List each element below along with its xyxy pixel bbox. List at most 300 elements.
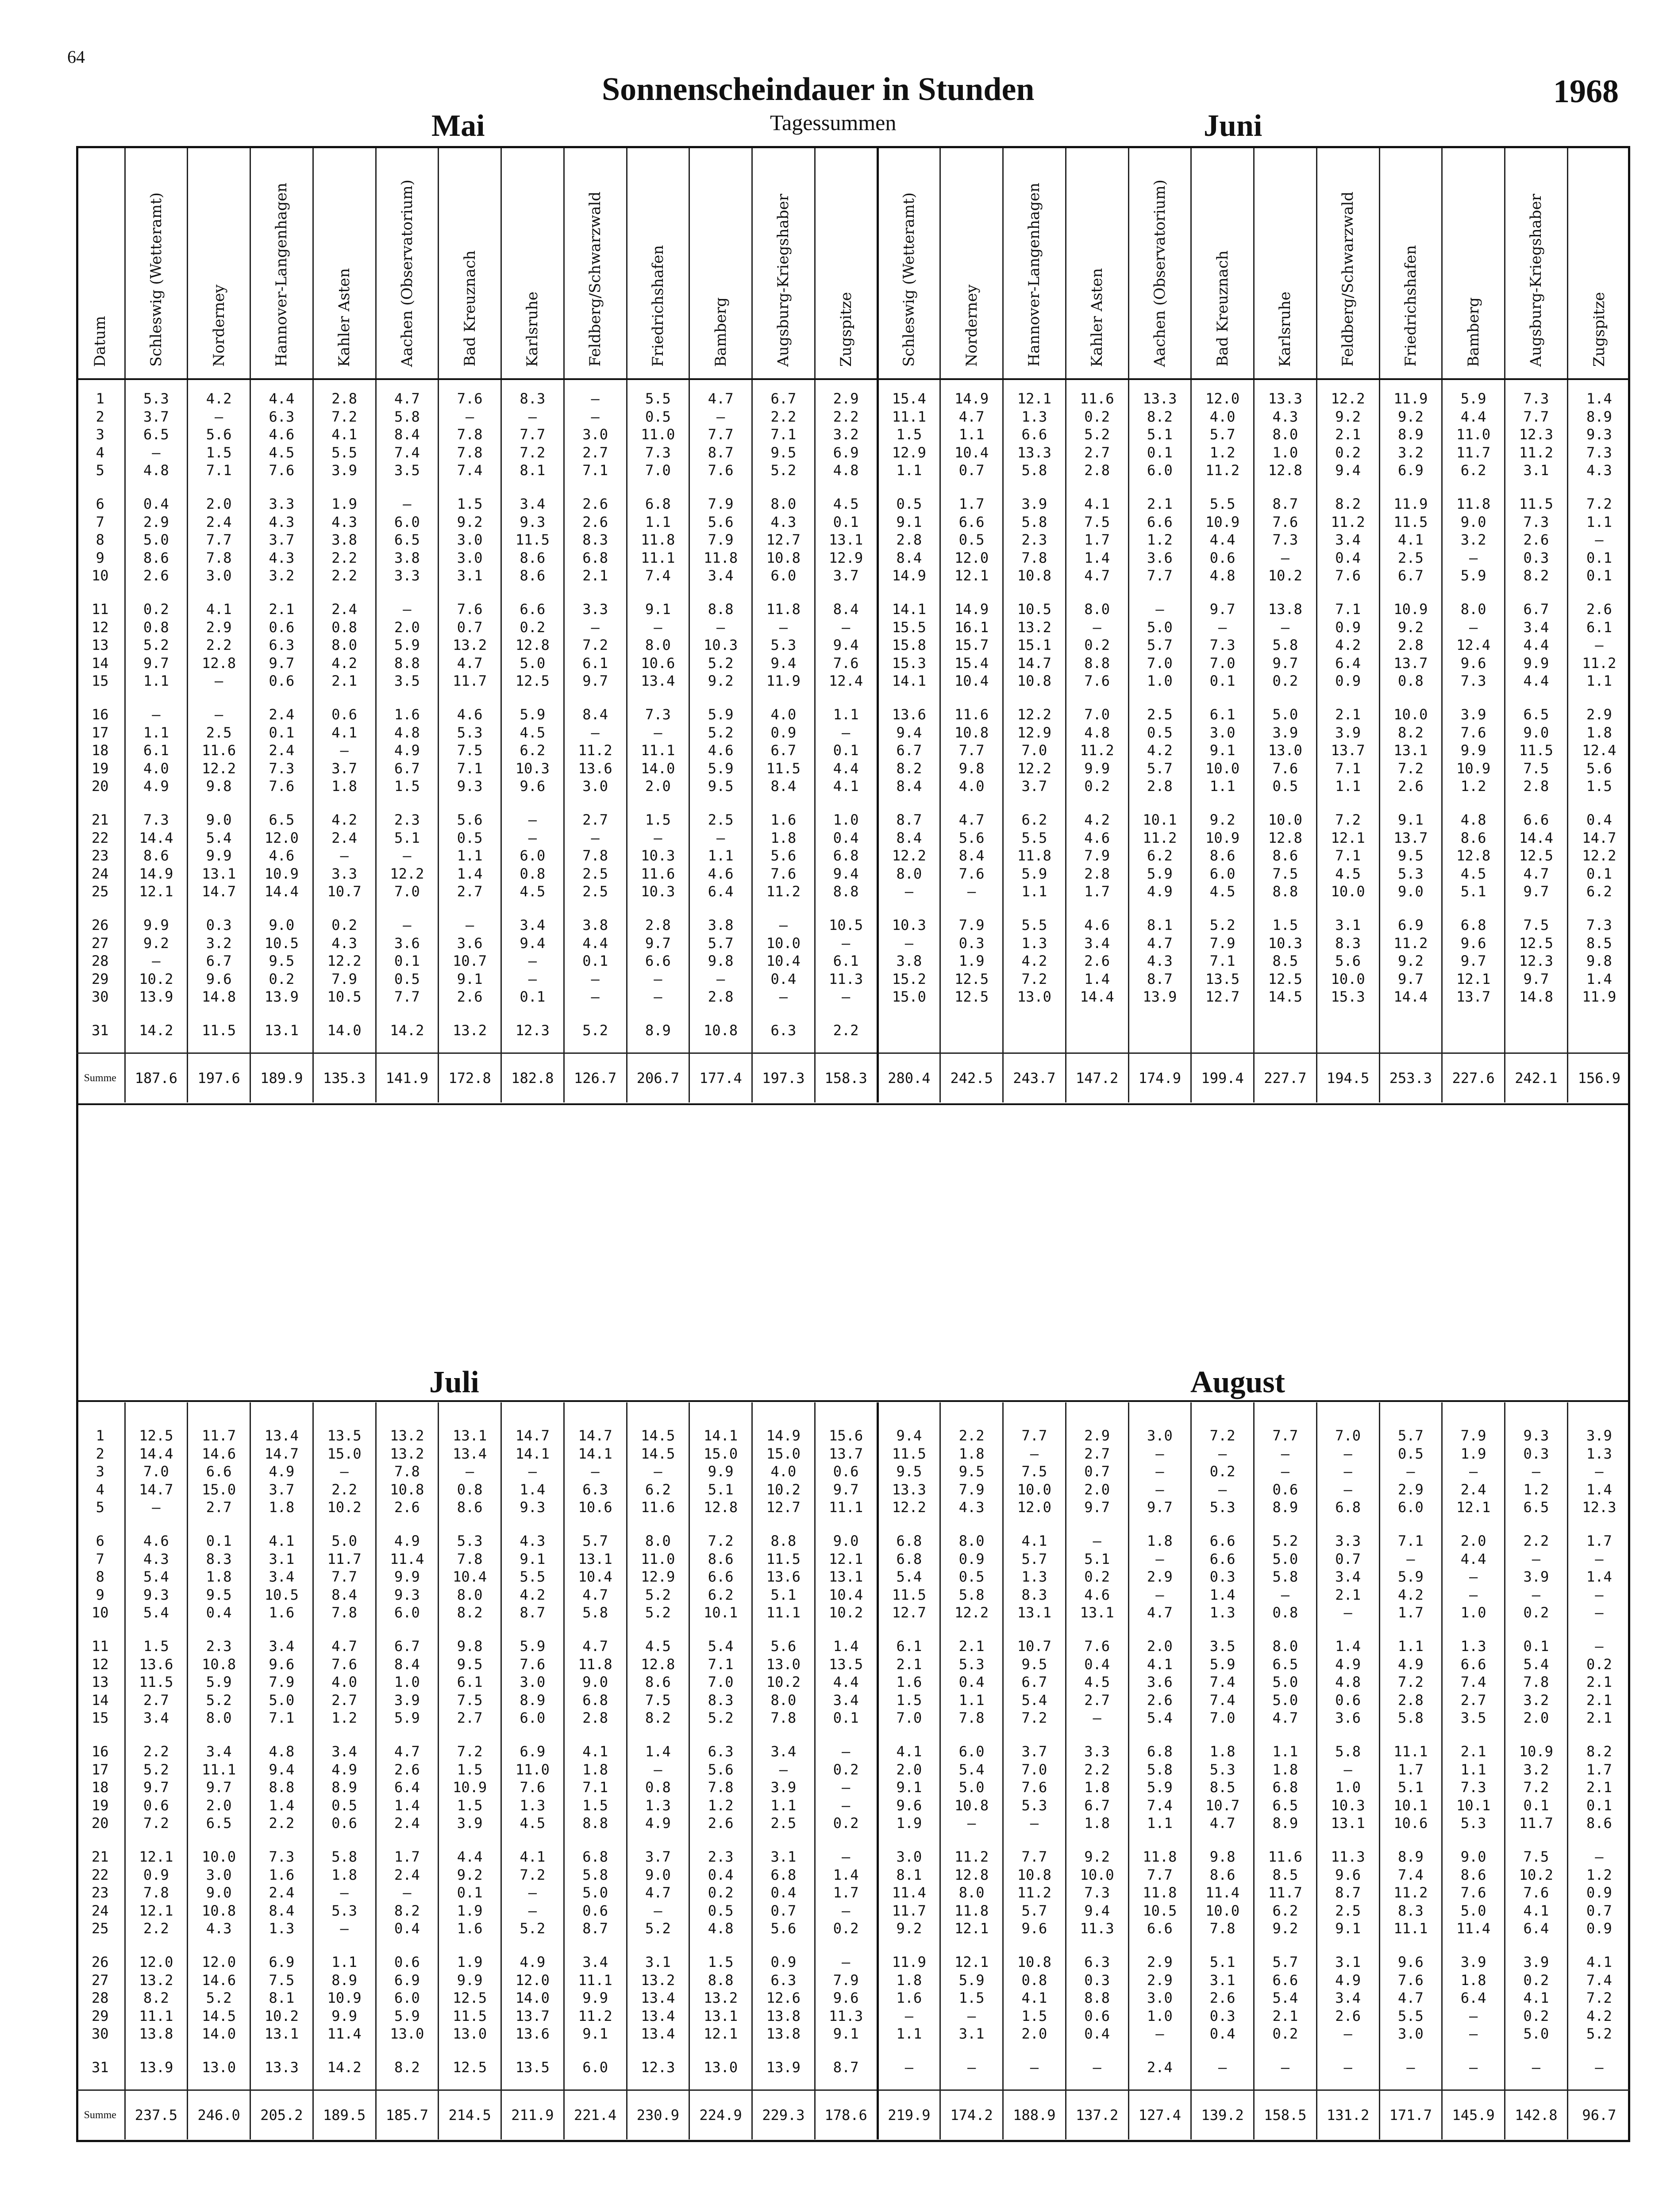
value-cell: 1.9 9.9 12.5 11.5 13.0	[439, 1945, 501, 2051]
station-name: Zugspitze	[837, 292, 855, 367]
value-cell: 4.2 — 5.6 1.5 7.1	[188, 379, 250, 487]
value-cell: 12.5 14.4 7.0 14.7 —	[125, 1402, 188, 1524]
station-name: Schleswig (Wetteramt)	[147, 192, 165, 367]
value-cell: 0.1 5.4 7.8 3.2 2.0	[1505, 1629, 1568, 1735]
value-cell: 9.8 9.5 6.1 7.5 2.7	[439, 1629, 501, 1735]
day-group-row	[76, 1945, 1630, 2051]
day-number-cell: 31	[91, 1022, 109, 1039]
value-cell: 4.6 4.3 5.4 9.3 5.4	[125, 1524, 188, 1629]
value-cell: 4.1 5.7 1.3 8.3 13.1	[1003, 1524, 1066, 1629]
value-cell: 1.5 9.2 3.0 3.0 3.1	[439, 487, 501, 592]
value-cell: 11.6 0.2 5.2 2.7 2.8	[1066, 379, 1128, 487]
value-cell: 2.4	[1128, 2051, 1191, 2090]
day-group-row	[76, 1840, 1630, 1945]
value-cell: 13.5 15.0 — 2.2 10.2	[313, 1402, 376, 1524]
station-name: Augsburg-Kriegshaber	[1527, 194, 1545, 367]
station-name: Bad Kreuznach	[461, 250, 479, 367]
value-cell: 4.0 0.9 6.7 11.5 8.4	[752, 698, 815, 803]
value-cell: 4.2 4.6 7.9 2.8 1.7	[1066, 803, 1128, 908]
value-cell: 1.5 — 10.3 11.6 10.3	[627, 803, 689, 908]
day-group-row	[76, 698, 1630, 803]
value-cell: 6.9 11.0 7.6 1.3 4.5	[501, 1735, 564, 1840]
value-cell: 12.3	[501, 1014, 564, 1053]
value-cell: 2.1 1.1 7.3 10.1 5.3	[1442, 1735, 1505, 1840]
column-header-station	[439, 148, 501, 379]
value-cell: 10.3 — 3.8 15.2 15.0	[878, 908, 940, 1014]
value-cell: 4.6 3.4 2.6 1.4 14.4	[1066, 908, 1128, 1014]
sum-cell: 189.5	[313, 2090, 376, 2140]
value-cell	[1442, 1014, 1505, 1053]
value-cell: 12.0 14.6 5.2 14.5 14.0	[188, 1945, 250, 2051]
value-cell: 4.7 — 7.7 8.7 7.6	[689, 379, 752, 487]
value-cell: 11.6 8.5 11.7 6.2 9.2	[1254, 1840, 1317, 1945]
value-cell: 10.0 12.8 8.6 7.5 8.8	[1254, 803, 1317, 908]
value-cell: 6.2 5.5 11.8 5.9 1.1	[1003, 803, 1066, 908]
value-cell: 6.0 5.4 5.0 10.8 —	[940, 1735, 1003, 1840]
sum-label: Summe	[76, 2090, 125, 2140]
column-header-station	[752, 148, 815, 379]
value-cell: —	[1066, 2051, 1128, 2090]
value-cell: 12.1 1.3 6.6 13.3 5.8	[1003, 379, 1066, 487]
column-header-station	[125, 148, 188, 379]
value-cell: 8.2 1.7 2.1 0.1 8.6	[1567, 1735, 1630, 1840]
value-cell: 9.8 8.6 11.4 10.0 7.8	[1191, 1840, 1254, 1945]
value-cell: 0.2 4.3 12.2 7.9 10.5	[313, 908, 376, 1014]
value-cell: — 2.0 5.9 8.8 3.5	[376, 592, 439, 698]
value-cell: 13.9	[752, 2051, 815, 2090]
value-cell: 1.5 10.3 8.5 12.5 14.5	[1254, 908, 1317, 1014]
sum-cell: 219.9	[878, 2090, 940, 2140]
value-cell: 2.9 1.8 12.4 5.6 1.5	[1567, 698, 1630, 803]
value-cell: 2.1 6.6 1.2 3.6 7.7	[1128, 487, 1191, 592]
value-cell: 6.8 5.8 5.0 0.6 8.7	[564, 1840, 627, 1945]
value-cell: 11.8 9.0 3.2 — 5.9	[1442, 487, 1505, 592]
value-cell: 5.9 4.4 11.0 11.7 6.2	[1442, 379, 1505, 487]
value-cell: 5.9 7.6 3.0 8.9 6.0	[501, 1629, 564, 1735]
value-cell: 11.5	[188, 1014, 250, 1053]
value-cell: 9.3 0.3 — 1.2 6.5	[1505, 1402, 1568, 1524]
value-cell: 4.7 5.6 8.4 7.6 —	[940, 803, 1003, 908]
sum-cell: 145.9	[1442, 2090, 1505, 2140]
value-cell: 6.1 3.0 9.1 10.0 1.1	[1191, 698, 1254, 803]
value-cell: 2.6 2.6 8.3 6.8 2.1	[564, 487, 627, 592]
value-cell: 7.3 1.6 2.4 8.4 1.3	[250, 1840, 313, 1945]
value-cell: 6.9 11.2 9.2 9.7 14.4	[1379, 908, 1442, 1014]
day-group-row	[76, 908, 1630, 1014]
value-cell: 5.4 7.1 7.0 8.3 5.2	[689, 1629, 752, 1735]
value-cell: 4.3 9.1 5.5 4.2 8.7	[501, 1524, 564, 1629]
value-cell: 7.7 — — 0.6 8.9	[1254, 1402, 1317, 1524]
value-cell: 14.9 16.1 15.7 15.4 10.4	[940, 592, 1003, 698]
value-cell: 12.3	[627, 2051, 689, 2090]
value-cell: —	[1567, 2051, 1630, 2090]
value-cell: 5.8 1.8 — 5.3 —	[313, 1840, 376, 1945]
value-cell: 7.9 1.9 — 2.4 12.1	[1442, 1402, 1505, 1524]
column-header-station	[1567, 148, 1630, 379]
value-cell: 14.9 4.7 1.1 10.4 0.7	[940, 379, 1003, 487]
value-cell: 4.1 7.2 — — 5.2	[501, 1840, 564, 1945]
sum-cell: 158.3	[815, 1053, 878, 1103]
day-number-cell: 26 27 28 29 30	[91, 917, 109, 1005]
value-cell: 8.0 4.3 12.7 10.8 6.0	[752, 487, 815, 592]
column-header-station	[501, 148, 564, 379]
sum-cell: 127.4	[1128, 2090, 1191, 2140]
value-cell: 2.4 0.8 8.0 4.2 2.1	[313, 592, 376, 698]
value-cell: —	[1316, 2051, 1379, 2090]
value-cell: 8.8 — 10.3 5.2 9.2	[689, 592, 752, 698]
value-cell: 5.1 3.1 2.6 0.3 0.4	[1191, 1945, 1254, 2051]
value-cell: — 3.6 0.1 0.5 7.7	[376, 908, 439, 1014]
day-group-row	[76, 1735, 1630, 1840]
station-name: Schleswig (Wetteramt)	[900, 192, 918, 367]
station-name: Kahler Asten	[335, 268, 354, 367]
day-group-row	[76, 487, 1630, 592]
sum-cell: 221.4	[564, 2090, 627, 2140]
sum-row	[76, 2090, 1630, 2140]
value-cell: 1.1 8.9 10.9 9.9 11.4	[313, 1945, 376, 2051]
value-cell: — 1.2 0.9 0.7 0.9	[1567, 1840, 1630, 1945]
value-cell: 8.8 11.5 13.6 5.1 11.1	[752, 1524, 815, 1629]
value-cell: 0.9 6.3 12.6 13.8 13.8	[752, 1945, 815, 2051]
day-number-cell: 6 7 8 9 10	[91, 1532, 109, 1621]
value-cell: 10.1 11.2 6.2 5.9 4.9	[1128, 803, 1191, 908]
value-cell: 3.0 — — — 9.7	[1128, 1402, 1191, 1524]
value-cell: 4.1 7.5 1.7 1.4 4.7	[1066, 487, 1128, 592]
value-cell: 3.8 5.7 9.8 — 2.8	[689, 908, 752, 1014]
value-cell: 10.0 8.2 13.1 7.2 2.6	[1379, 698, 1442, 803]
value-cell: 6.5 9.0 11.5 7.5 2.8	[1505, 698, 1568, 803]
value-cell: 2.1 3.9 13.7 7.1 1.1	[1316, 698, 1379, 803]
value-cell: 1.5 8.8 13.2 13.1 12.1	[689, 1945, 752, 2051]
value-cell: 11.1 1.7 5.1 10.1 10.6	[1379, 1735, 1442, 1840]
station-name: Aachen (Observatorium)	[398, 179, 416, 367]
station-name: Bamberg	[712, 297, 730, 367]
value-cell: — 0.2 — — 0.2	[815, 1735, 878, 1840]
day-group-row	[76, 803, 1630, 908]
value-cell: 12.2 9.2 2.1 0.2 9.4	[1316, 379, 1379, 487]
value-cell: 3.4 11.1 9.9 11.2 9.1	[564, 1945, 627, 2051]
value-cell: 5.7 0.5 — 2.9 6.0	[1379, 1402, 1442, 1524]
value-cell: 8.2 11.2 3.4 0.4 7.6	[1316, 487, 1379, 592]
value-cell: — 3.6 10.7 9.1 2.6	[439, 908, 501, 1014]
value-cell: 6.1 2.1 1.6 1.5 7.0	[878, 1629, 940, 1735]
value-cell: 0.4 2.9 5.0 8.6 2.6	[125, 487, 188, 592]
value-cell: 14.1 15.5 15.8 15.3 14.1	[878, 592, 940, 698]
value-cell: 7.5 12.5 12.3 9.7 14.8	[1505, 908, 1568, 1014]
station-name: Karlsruhe	[523, 291, 542, 367]
sum-cell: 178.6	[815, 2090, 878, 2140]
value-cell: 7.7 10.8 11.2 5.7 9.6	[1003, 1840, 1066, 1945]
value-cell: 3.9 0.2 4.1 0.2 5.0	[1505, 1945, 1568, 2051]
value-cell: 1.1 — 0.1 4.4 4.1	[815, 698, 878, 803]
sum-cell: 135.3	[313, 1053, 376, 1103]
value-cell: 5.5 10.9 4.4 0.6 4.8	[1191, 487, 1254, 592]
value-cell: 2.2 1.8 9.5 7.9 4.3	[940, 1402, 1003, 1524]
value-cell: 8.3 — 7.7 7.2 8.1	[501, 379, 564, 487]
value-cell: 2.5 — 1.1 4.6 6.4	[689, 803, 752, 908]
value-cell: —	[940, 2051, 1003, 2090]
value-cell: 4.8 8.6 12.8 4.5 5.1	[1442, 803, 1505, 908]
column-header-station	[1254, 148, 1317, 379]
column-header-station	[689, 148, 752, 379]
value-cell: 6.7 8.4 1.0 3.9 5.9	[376, 1629, 439, 1735]
value-cell: 0.1 8.3 1.8 9.5 0.4	[188, 1524, 250, 1629]
sum-cell: 158.5	[1254, 2090, 1317, 2140]
value-cell: 5.6 0.5 1.1 1.4 2.7	[439, 803, 501, 908]
value-cell: 7.9 0.3 1.9 12.5 12.5	[940, 908, 1003, 1014]
value-cell: 2.3 5.1 — 12.2 7.0	[376, 803, 439, 908]
value-cell: 9.1 13.7 9.5 5.3 9.0	[1379, 803, 1442, 908]
value-cell: 3.7 7.0 7.6 5.3 —	[1003, 1735, 1066, 1840]
sum-cell: 147.2	[1066, 1053, 1128, 1103]
value-cell: 3.3 — 7.2 6.1 9.7	[564, 592, 627, 698]
value-cell: 3.8 4.4 0.1 — —	[564, 908, 627, 1014]
value-cell: 1.6 1.8 5.6 7.6 11.2	[752, 803, 815, 908]
value-cell: — 1.1 6.1 4.0 4.9	[125, 698, 188, 803]
sum-cell: 187.6	[125, 1053, 188, 1103]
value-cell: 14.7 14.1 — 6.3 10.6	[564, 1402, 627, 1524]
column-header-station	[940, 148, 1003, 379]
table-may-june	[76, 148, 1630, 1102]
value-cell: — 5.0 5.7 7.0 1.0	[1128, 592, 1191, 698]
sum-cell: 131.2	[1316, 2090, 1379, 2140]
sum-cell: 141.9	[376, 1053, 439, 1103]
column-header-station	[627, 148, 689, 379]
value-cell: 13.0	[689, 2051, 752, 2090]
value-cell: 11.9 1.8 1.6 — 1.1	[878, 1945, 940, 2051]
value-cell: 2.7 — 7.8 2.5 2.5	[564, 803, 627, 908]
sum-cell: 224.9	[689, 2090, 752, 2140]
value-cell: 13.8 — 5.8 9.7 0.2	[1254, 592, 1317, 698]
station-name: Norderney	[962, 284, 981, 367]
value-cell	[1191, 1014, 1254, 1053]
value-cell: 3.7 9.0 4.7 — 5.2	[627, 1840, 689, 1945]
value-cell: 10.8 0.8 4.1 1.5 2.0	[1003, 1945, 1066, 2051]
month-label-june: Juni	[1204, 109, 1262, 143]
column-header-datum	[76, 148, 125, 379]
value-cell: —	[1191, 2051, 1254, 2090]
station-name: Hannover-Langenhagen	[273, 183, 291, 367]
value-cell: 1.1 4.9 7.2 2.8 5.8	[1379, 1629, 1442, 1735]
value-cell: 9.0 8.6 7.6 5.0 11.4	[1442, 1840, 1505, 1945]
value-cell: 8.2	[376, 2051, 439, 2090]
column-header-station	[1128, 148, 1191, 379]
value-cell: 0.5 9.1 2.8 8.4 14.9	[878, 487, 940, 592]
value-cell: 1.4 13.5 4.4 3.4 0.1	[815, 1629, 878, 1735]
day-number-cell: 16 17 18 19 20	[91, 706, 109, 795]
value-cell: 7.1 — 5.9 4.2 1.7	[1379, 1524, 1442, 1629]
sum-cell: 214.5	[439, 2090, 501, 2140]
value-cell: — — 3.0 2.7 7.1	[564, 379, 627, 487]
value-cell: 1.0 0.4 6.8 9.4 8.8	[815, 803, 878, 908]
sum-cell: 188.9	[1003, 2090, 1066, 2140]
value-cell: 2.2	[815, 1014, 878, 1053]
value-cell	[1379, 1014, 1442, 1053]
value-cell: 1.5 13.6 11.5 2.7 3.4	[125, 1629, 188, 1735]
sum-cell: 229.3	[752, 2090, 815, 2140]
value-cell: 2.4 0.1 2.4 7.3 7.6	[250, 698, 313, 803]
value-cell: 8.9 7.4 11.2 8.3 11.1	[1379, 1840, 1442, 1945]
value-cell: 0.3 3.2 6.7 9.6 14.8	[188, 908, 250, 1014]
value-cell: 1.4 4.9 4.8 0.6 3.6	[1316, 1629, 1379, 1735]
value-cell: 2.3 10.8 5.9 5.2 8.0	[188, 1629, 250, 1735]
column-header-station	[1505, 148, 1568, 379]
value-cell: 2.0 2.4 7.7 7.8 3.0	[188, 487, 250, 592]
sum-cell: 227.7	[1254, 1053, 1317, 1103]
value-cell: 0.6 4.1 — 3.7 1.8	[313, 698, 376, 803]
value-cell: 13.3 8.2 5.1 0.1 6.0	[1128, 379, 1191, 487]
value-cell: 14.1 15.0 9.9 5.1 12.8	[689, 1402, 752, 1524]
value-cell: 5.7 13.1 10.4 4.7 5.8	[564, 1524, 627, 1629]
value-cell: — 2.5 11.6 12.2 9.8	[188, 698, 250, 803]
value-cell: 7.3 8.5 9.8 1.4 11.9	[1567, 908, 1630, 1014]
value-cell: 13.6 9.4 6.7 8.2 8.4	[878, 698, 940, 803]
column-header-station	[1066, 148, 1128, 379]
station-name: Bamberg	[1464, 297, 1482, 367]
value-cell: —	[1003, 2051, 1066, 2090]
sum-row	[76, 1053, 1630, 1103]
value-cell: 11.6 10.8 7.7 9.8 4.0	[940, 698, 1003, 803]
value-cell: 6.5 12.0 4.6 10.9 14.4	[250, 803, 313, 908]
value-cell: 4.8 9.4 8.8 1.4 2.2	[250, 1735, 313, 1840]
value-cell: 9.1 — 8.0 10.6 13.4	[627, 592, 689, 698]
value-cell: 8.0 — 12.4 9.6 7.3	[1442, 592, 1505, 698]
value-cell: 5.8 — 1.0 10.3 13.1	[1316, 1735, 1379, 1840]
value-cell: 12.2 12.9 7.0 12.2 3.7	[1003, 698, 1066, 803]
value-cell: 6.6 0.2 12.8 5.0 12.5	[501, 592, 564, 698]
sum-cell: 246.0	[188, 2090, 250, 2140]
value-cell: 4.1 1.8 7.1 1.5 8.8	[564, 1735, 627, 1840]
value-cell: 2.9 2.9 3.0 1.0 —	[1128, 1945, 1191, 2051]
value-cell: 2.6 6.1 — 11.2 1.1	[1567, 592, 1630, 698]
year-label: 1968	[1553, 73, 1619, 110]
value-cell: 5.2 7.9 7.1 13.5 12.7	[1191, 908, 1254, 1014]
value-cell: 4.1 3.1 3.4 10.5 1.6	[250, 1524, 313, 1629]
value-cell: 14.2	[313, 2051, 376, 2090]
value-cell	[1316, 1014, 1379, 1053]
value-cell: 5.7 6.6 5.4 2.1 0.2	[1254, 1945, 1317, 2051]
value-cell: 14.7 14.1 — 1.4 9.3	[501, 1402, 564, 1524]
value-cell: 1.4 8.9 9.3 7.3 4.3	[1567, 379, 1630, 487]
value-cell: 3.3 0.7 3.4 2.1 —	[1316, 1524, 1379, 1629]
value-cell: — 7.9 9.6 11.3 9.1	[815, 1945, 878, 2051]
value-cell: 3.1 6.8 0.4 0.7 5.6	[752, 1840, 815, 1945]
value-cell: — 5.1 0.2 4.6 13.1	[1066, 1524, 1128, 1629]
value-cell: 8.0 6.5 5.0 5.0 4.7	[1254, 1629, 1317, 1735]
value-cell: 5.0 3.9 13.0 7.6 0.5	[1254, 698, 1317, 803]
sum-cell: 253.3	[1379, 1053, 1442, 1103]
value-cell: 0.4 14.7 12.2 0.1 6.2	[1567, 803, 1630, 908]
value-cell: 13.3	[250, 2051, 313, 2090]
value-cell: 0.6 6.9 6.0 5.9 13.0	[376, 1945, 439, 2051]
value-cell: 3.1 8.3 5.6 10.0 15.3	[1316, 908, 1379, 1014]
sum-cell: 280.4	[878, 1053, 940, 1103]
value-cell	[1505, 1014, 1568, 1053]
day-group-row	[76, 1524, 1630, 1629]
value-cell: 9.7 — 7.3 7.0 0.1	[1191, 592, 1254, 698]
value-cell: 7.0 — — — 6.8	[1316, 1402, 1379, 1524]
value-cell: 2.2 — 3.9 — 0.2	[1505, 1524, 1568, 1629]
divider-line-upper	[76, 1103, 1630, 1105]
sum-cell: 197.6	[188, 1053, 250, 1103]
value-cell: 7.3 — 11.1 14.0 2.0	[627, 698, 689, 803]
value-cell: 4.1 2.0 9.1 9.6 1.9	[878, 1735, 940, 1840]
value-cell: 15.4 11.1 1.5 12.9 1.1	[878, 379, 940, 487]
value-cell: 9.0 10.5 9.5 0.2 13.9	[250, 908, 313, 1014]
value-cell: 13.4 14.7 4.9 3.7 1.8	[250, 1402, 313, 1524]
value-cell: 3.9 5.8 2.3 7.8 10.8	[1003, 487, 1066, 592]
value-cell: 9.0 5.4 9.9 13.1 14.7	[188, 803, 250, 908]
value-cell: 9.0 12.1 13.1 10.4 10.2	[815, 1524, 878, 1629]
value-cell: 3.4 9.3 11.5 8.6 8.6	[501, 487, 564, 592]
value-cell: 12.1 5.9 1.5 — 3.1	[940, 1945, 1003, 2051]
column-header-station	[313, 148, 376, 379]
value-cell: 4.9 12.0 14.0 13.7 13.6	[501, 1945, 564, 2051]
value-cell: 7.2 8.6 6.6 6.2 10.1	[689, 1524, 752, 1629]
value-cell: 6.0	[564, 2051, 627, 2090]
station-name: Hannover-Langenhagen	[1025, 183, 1043, 367]
value-cell: 6.3 0.3 8.8 0.6 0.4	[1066, 1945, 1128, 2051]
value-cell: 14.0	[313, 1014, 376, 1053]
value-cell: 7.1 0.9 4.2 6.4 0.9	[1316, 592, 1379, 698]
value-cell: — 10.0 10.4 0.4 —	[752, 908, 815, 1014]
value-cell: 4.6 5.3 7.5 7.1 9.3	[439, 698, 501, 803]
sum-cell: 197.3	[752, 1053, 815, 1103]
value-cell: 7.5 10.2 7.6 4.1 6.4	[1505, 1840, 1568, 1945]
station-name: Zugspitze	[1590, 292, 1608, 367]
day-number-cell: 1 2 3 4 5	[96, 1427, 104, 1516]
value-cell: 3.1 13.2 13.4 13.4 13.4	[627, 1945, 689, 2051]
value-cell: 1.1 1.8 6.8 6.5 8.9	[1254, 1735, 1317, 1840]
value-cell: 6.9 7.5 8.1 10.2 13.1	[250, 1945, 313, 2051]
value-cell: 2.5 0.5 4.2 5.7 2.8	[1128, 698, 1191, 803]
value-cell: 8.9	[627, 1014, 689, 1053]
value-cell: 7.9 5.6 7.9 11.8 3.4	[689, 487, 752, 592]
value-cell: —	[1254, 2051, 1317, 2090]
value-cell: 4.9 11.4 9.9 9.3 6.0	[376, 1524, 439, 1629]
column-header-station	[878, 148, 940, 379]
value-cell: 12.0 13.2 8.2 11.1 13.8	[125, 1945, 188, 2051]
station-name: Kahler Asten	[1088, 268, 1106, 367]
value-cell: 13.1 13.4 — 0.8 8.6	[439, 1402, 501, 1524]
sum-cell: 199.4	[1191, 1053, 1254, 1103]
value-cell: 3.9 1.8 6.4 — —	[1442, 1945, 1505, 2051]
value-cell: 5.9 4.5 6.2 10.3 9.6	[501, 698, 564, 803]
sum-cell: 182.8	[501, 1053, 564, 1103]
value-cell: 7.6 0.7 13.2 4.7 11.7	[439, 592, 501, 698]
station-name: Aachen (Observatorium)	[1151, 179, 1169, 367]
value-cell: 10.9 9.2 2.8 13.7 0.8	[1379, 592, 1442, 698]
day-number-cell: 6 7 8 9 10	[91, 495, 109, 584]
value-cell: 5.6 13.0 10.2 8.0 7.8	[752, 1629, 815, 1735]
value-cell: 7.3 14.4 8.6 14.9 12.1	[125, 803, 188, 908]
table-july-august	[76, 1402, 1630, 2139]
column-header-station	[564, 148, 627, 379]
value-cell: 3.5 5.9 7.4 7.4 7.0	[1191, 1629, 1254, 1735]
sum-cell: 237.5	[125, 2090, 188, 2140]
value-cell: 6.8 6.8 5.4 11.5 12.7	[878, 1524, 940, 1629]
day-group-row	[76, 2051, 1630, 2090]
value-cell: 12.0 4.0 5.7 1.2 11.2	[1191, 379, 1254, 487]
value-cell: 14.2	[125, 1014, 188, 1053]
value-cell: 14.2	[376, 1014, 439, 1053]
value-cell: 10.9 3.2 7.2 0.1 11.7	[1505, 1735, 1568, 1840]
value-cell	[1003, 1014, 1066, 1053]
value-cell: 13.5	[501, 2051, 564, 2090]
day-group-row	[76, 1014, 1630, 1053]
month-label-may: Mai	[431, 109, 485, 143]
value-cell: 10.7 9.5 6.7 5.4 7.2	[1003, 1629, 1066, 1735]
